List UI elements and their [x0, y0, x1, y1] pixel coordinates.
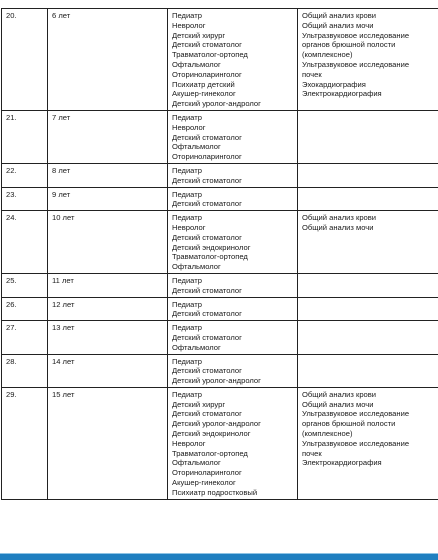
specialist-item: Невролог	[172, 222, 206, 232]
specialist-item: Детский стоматолог	[172, 40, 242, 50]
specialist-item: Травматолог-ортопед	[172, 50, 248, 60]
specialist-item: Оториноларинголог	[172, 69, 242, 79]
specialist-item: Детский эндокринолог	[172, 429, 251, 439]
tests-cell	[298, 387, 438, 499]
specialist-item: Психиатр детский	[172, 79, 235, 89]
specialist-item: Невролог	[172, 122, 206, 132]
row-number-cell: 26.	[2, 297, 48, 321]
specialist-item: Педиатр	[172, 11, 202, 20]
test-item: органов брюшной полости	[302, 40, 396, 50]
specialist-item: Педиатр	[172, 356, 202, 366]
specialist-item: Детский стоматолог	[172, 309, 242, 319]
test-item: Электрокардиография	[302, 458, 382, 468]
age-cell: 8 лет	[48, 163, 168, 187]
specialist-item: Педиатр	[172, 389, 202, 399]
specialist-item: Детский стоматолог	[172, 332, 242, 342]
specialist-item: Офтальмолог	[172, 262, 221, 272]
test-item: Ультразвуковое исследование	[302, 409, 410, 419]
specialist-item: Детский стоматолог	[172, 285, 242, 295]
tests-cell	[298, 354, 438, 387]
test-item: почек	[302, 448, 322, 458]
tests-cell	[298, 9, 438, 111]
test-item: Общий анализ мочи	[302, 399, 374, 409]
specialist-item: Детский уролог-андролог	[172, 376, 261, 386]
test-item: (комплексное)	[302, 50, 353, 60]
specialist-item: Офтальмолог	[172, 59, 221, 69]
test-item: Ультразвуковое исследование	[302, 59, 410, 69]
age-cell: 7 лет	[48, 110, 168, 163]
row-number-cell: 29.	[2, 387, 48, 499]
tests-cell	[298, 273, 438, 297]
tests-cell	[298, 297, 438, 321]
row-number-cell: 21.	[2, 110, 48, 163]
row-number-cell: 23.	[2, 187, 48, 211]
tests-cell	[298, 110, 438, 163]
row-number-cell: 20.	[2, 9, 48, 111]
specialist-item: Психиатр подростковый	[172, 487, 258, 497]
table-row	[2, 297, 438, 321]
row-number-cell: 27.	[2, 321, 48, 354]
specialist-item: Детский стоматолог	[172, 409, 242, 419]
specialist-item: Травматолог-ортопед	[172, 252, 248, 262]
examination-table	[1, 8, 438, 500]
row-number-cell: 24.	[2, 211, 48, 274]
specialist-item: Невролог	[172, 20, 206, 30]
table-row	[2, 273, 438, 297]
specialists-cell	[168, 9, 298, 111]
test-item: Ультразвуковое исследование	[302, 438, 410, 448]
specialist-item: Детский эндокринолог	[172, 242, 251, 252]
tests-cell	[298, 211, 438, 274]
specialist-item: Невролог	[172, 438, 206, 448]
age-cell: 10 лет	[48, 211, 168, 274]
specialist-item: Детский уролог-андролог	[172, 419, 261, 429]
age-cell: 9 лет	[48, 187, 168, 211]
specialist-item: Детский хирург	[172, 399, 226, 409]
row-number-cell: 25.	[2, 273, 48, 297]
age-cell: 13 лет	[48, 321, 168, 354]
specialist-item: Педиатр	[172, 165, 202, 175]
specialists-cell	[168, 321, 298, 354]
specialist-item: Педиатр	[172, 189, 202, 199]
table-row	[2, 321, 438, 354]
specialists-cell	[168, 354, 298, 387]
table-row	[2, 187, 438, 211]
specialist-item: Офтальмолог	[172, 142, 221, 152]
row-number-cell: 28.	[2, 354, 48, 387]
test-item: Электрокардиография	[302, 89, 382, 99]
table-row	[2, 9, 438, 111]
specialist-item: Педиатр	[172, 112, 202, 122]
test-item: (комплексное)	[302, 429, 353, 439]
age-cell: 14 лет	[48, 354, 168, 387]
specialists-cell	[168, 163, 298, 187]
bottom-accent-bar	[0, 553, 438, 560]
table-row	[2, 211, 438, 274]
age-cell: 12 лет	[48, 297, 168, 321]
specialist-item: Педиатр	[172, 299, 202, 309]
test-item: Общий анализ мочи	[302, 20, 374, 30]
age-cell: 11 лет	[48, 273, 168, 297]
specialist-item: Детский хирург	[172, 30, 226, 40]
specialists-cell	[168, 187, 298, 211]
specialist-item: Офтальмолог	[172, 342, 221, 352]
test-item: Ультразвуковое исследование	[302, 30, 410, 40]
specialists-cell	[168, 387, 298, 499]
test-item: Общий анализ крови	[302, 11, 377, 20]
specialist-item: Детский уролог-андролог	[172, 99, 261, 109]
table-row	[2, 110, 438, 163]
specialist-item: Детский стоматолог	[172, 232, 242, 242]
examination-table-body	[2, 9, 438, 500]
specialist-item: Акушер-гинеколог	[172, 89, 236, 99]
specialist-item: Детский стоматолог	[172, 132, 242, 142]
test-item: почек	[302, 69, 322, 79]
table-row	[2, 387, 438, 499]
tests-cell	[298, 321, 438, 354]
test-item: органов брюшной полости	[302, 419, 396, 429]
test-item: Общий анализ крови	[302, 389, 377, 399]
specialist-item: Травматолог-ортопед	[172, 448, 248, 458]
test-item: Общий анализ мочи	[302, 222, 374, 232]
specialist-item: Педиатр	[172, 213, 202, 223]
row-number-cell: 22.	[2, 163, 48, 187]
specialist-item: Детский стоматолог	[172, 199, 242, 209]
specialist-item: Оториноларинголог	[172, 152, 242, 162]
specialist-item: Детский стоматолог	[172, 175, 242, 185]
test-item: Общий анализ крови	[302, 213, 377, 223]
specialists-cell	[168, 297, 298, 321]
age-cell: 15 лет	[48, 387, 168, 499]
age-cell: 6 лет	[48, 9, 168, 111]
specialist-item: Педиатр	[172, 275, 202, 285]
specialist-item: Детский стоматолог	[172, 366, 242, 376]
specialists-cell	[168, 273, 298, 297]
tests-cell	[298, 187, 438, 211]
specialists-cell	[168, 110, 298, 163]
table-row	[2, 354, 438, 387]
specialist-item: Акушер-гинеколог	[172, 478, 236, 488]
specialists-cell	[168, 211, 298, 274]
tests-cell	[298, 163, 438, 187]
specialist-item: Офтальмолог	[172, 458, 221, 468]
table-row	[2, 163, 438, 187]
specialist-item: Педиатр	[172, 323, 202, 333]
specialist-item: Оториноларинголог	[172, 468, 242, 478]
test-item: Эхокардиография	[302, 79, 366, 89]
